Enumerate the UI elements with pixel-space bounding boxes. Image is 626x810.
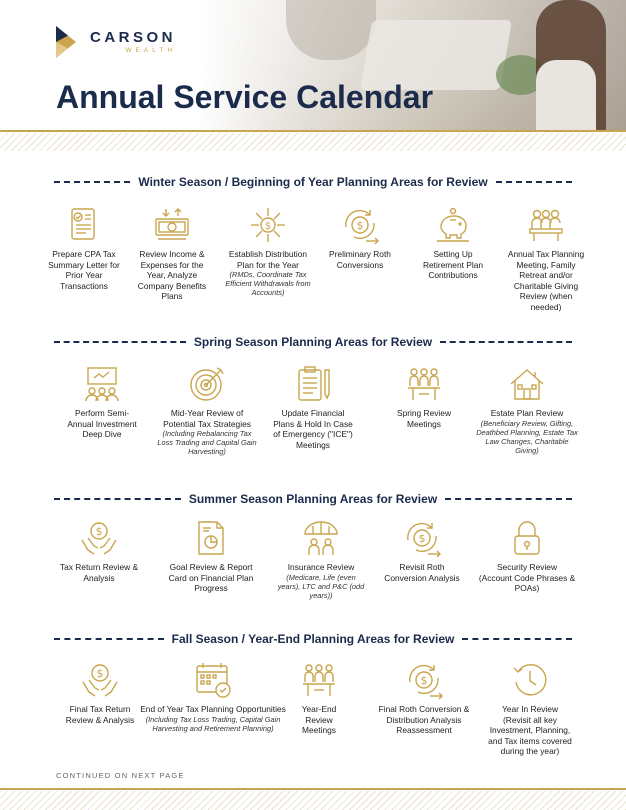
tax-document-icon bbox=[64, 205, 104, 245]
section-winter-head bbox=[54, 175, 572, 189]
item-label-detail: (Revisit all key Investment, Planning, and Tax items covered during the year) bbox=[488, 714, 572, 756]
section-title: Spring Season Planning Areas for Review bbox=[193, 335, 433, 349]
section-fall-head bbox=[54, 632, 572, 646]
carson-mark-icon bbox=[56, 26, 76, 58]
money-bill-icon bbox=[152, 205, 192, 245]
brand-sub: WEALTH bbox=[125, 46, 177, 54]
item-label: Update Financial Plans & Hold In Case of Emergency ("ICE") Meetings bbox=[273, 408, 353, 450]
item-label-detail: (Account Code Phrases & POAs) bbox=[478, 572, 576, 593]
continued-note: CONTINUED ON NEXT PAGE bbox=[56, 771, 185, 780]
spring-item-2 bbox=[155, 364, 259, 456]
svg-text:$: $ bbox=[95, 525, 103, 538]
target-icon bbox=[187, 364, 227, 404]
spring-item-3 bbox=[272, 364, 354, 450]
fall-item-1 bbox=[60, 660, 140, 725]
winter-item-5 bbox=[412, 205, 494, 281]
item-note: (Including Tax Loss Trading, Capital Gain Harvesting and Retirement Planning) bbox=[145, 714, 281, 733]
svg-text:$: $ bbox=[356, 219, 364, 232]
item-label: Tax Return Review & Analysis bbox=[59, 562, 139, 583]
item-label: Goal Review & Report Card on Financial Plan Progress bbox=[168, 562, 254, 593]
section-title: Fall Season / Year-End Planning Areas for Review bbox=[171, 632, 455, 646]
meeting-table-icon bbox=[299, 660, 339, 700]
section-title: Winter Season / Beginning of Year Planning Areas for Review bbox=[138, 175, 488, 189]
section-spring-head bbox=[54, 335, 572, 349]
presentation-icon bbox=[82, 364, 122, 404]
carson-logo bbox=[56, 26, 176, 58]
header-rule bbox=[0, 130, 626, 132]
section-summer-head bbox=[54, 492, 572, 506]
spring-item-5 bbox=[474, 364, 580, 455]
conversion-dollar-icon bbox=[340, 205, 380, 245]
section-title: Summer Season Planning Areas for Review bbox=[188, 492, 438, 506]
item-label: Estate Plan Review bbox=[490, 408, 564, 418]
distribution-dollar-icon bbox=[248, 205, 288, 245]
hands-dollar-icon bbox=[80, 660, 120, 700]
conversion-dollar-icon bbox=[402, 518, 442, 558]
winter-item-2 bbox=[132, 205, 212, 302]
meeting-table-icon bbox=[404, 364, 444, 404]
summer-item-5 bbox=[478, 518, 576, 594]
umbrella-family-icon bbox=[301, 518, 341, 558]
item-label: Setting Up Retirement Plan Contributions bbox=[422, 249, 484, 280]
page-header bbox=[0, 0, 626, 130]
summer-item-1 bbox=[56, 518, 142, 583]
clock-history-icon bbox=[510, 660, 550, 700]
item-label: Preliminary Roth Conversions bbox=[329, 249, 391, 270]
item-label: Year-End Review Meetings bbox=[301, 704, 337, 735]
footer-hatch bbox=[0, 791, 626, 810]
item-note: (RMDs, Coordinate Tax Efficient Withdrawals from Accounts) bbox=[225, 270, 311, 297]
summer-item-3 bbox=[274, 518, 368, 600]
item-label: End of Year Tax Planning Opportunities bbox=[140, 704, 286, 714]
item-label: Insurance Review bbox=[287, 562, 355, 572]
item-note: (Medicare, Life (even years), LTC and P&C (odd years)) bbox=[277, 572, 365, 600]
item-label: Review Income & Expenses for the Year, Analyze Company Benefits Plans bbox=[137, 249, 207, 301]
conversion-dollar-icon bbox=[404, 660, 444, 700]
item-label: Final Roth Conversion & Distribution Analysis Reassessment bbox=[378, 704, 470, 735]
item-label: Revisit Roth Conversion Analysis bbox=[384, 562, 460, 583]
fall-item-2 bbox=[140, 660, 286, 733]
summer-item-4 bbox=[378, 518, 466, 583]
winter-item-4 bbox=[322, 205, 398, 270]
header-hatch bbox=[0, 133, 626, 151]
fall-item-5 bbox=[484, 660, 576, 757]
item-label: Year In Review bbox=[501, 704, 559, 714]
item-label: Security Review bbox=[496, 562, 558, 572]
page-title: Annual Service Calendar bbox=[56, 79, 434, 115]
family-meeting-icon bbox=[526, 205, 566, 245]
item-label: Final Tax Return Review & Analysis bbox=[65, 704, 135, 725]
spring-item-1 bbox=[62, 364, 142, 440]
winter-item-6 bbox=[506, 205, 586, 312]
svg-text:$: $ bbox=[96, 667, 104, 680]
svg-text:$: $ bbox=[420, 674, 428, 687]
clipboard-pencil-icon bbox=[293, 364, 333, 404]
item-label: Mid-Year Review of Potential Tax Strategies bbox=[163, 408, 251, 429]
brand-name: CARSON bbox=[90, 28, 177, 46]
svg-text:$: $ bbox=[264, 221, 272, 232]
item-note: (Beneficiary Review, Gifting, Deathbed Planning, Estate Tax Law Changes, Charitable Giving) bbox=[476, 418, 578, 455]
summer-item-2 bbox=[160, 518, 262, 594]
winter-item-1 bbox=[46, 205, 122, 291]
report-card-icon bbox=[191, 518, 231, 558]
footer-rule bbox=[0, 788, 626, 790]
padlock-icon bbox=[507, 518, 547, 558]
item-label: Perform Semi-Annual Investment Deep Dive bbox=[67, 408, 137, 439]
item-label: Annual Tax Planning Meeting, Family Retreat and/or Charitable Giving Review (when needed) bbox=[507, 249, 585, 312]
svg-text:$: $ bbox=[418, 532, 426, 545]
piggy-bank-icon bbox=[433, 205, 473, 245]
item-label: Prepare CPA Tax Summary Letter for Prior Year Transactions bbox=[48, 249, 120, 291]
item-note: (Including Rebalancing Tax Loss Trading and Capital Gain Harvesting) bbox=[157, 429, 257, 456]
winter-item-3 bbox=[222, 205, 314, 297]
hands-dollar-icon bbox=[79, 518, 119, 558]
house-icon bbox=[507, 364, 547, 404]
item-label: Establish Distribution Plan for the Year bbox=[228, 249, 308, 270]
fall-item-3 bbox=[288, 660, 350, 736]
item-label: Spring Review Meetings bbox=[397, 408, 451, 429]
fall-item-4 bbox=[372, 660, 476, 736]
spring-item-4 bbox=[384, 364, 464, 429]
calendar-check-icon bbox=[193, 660, 233, 700]
